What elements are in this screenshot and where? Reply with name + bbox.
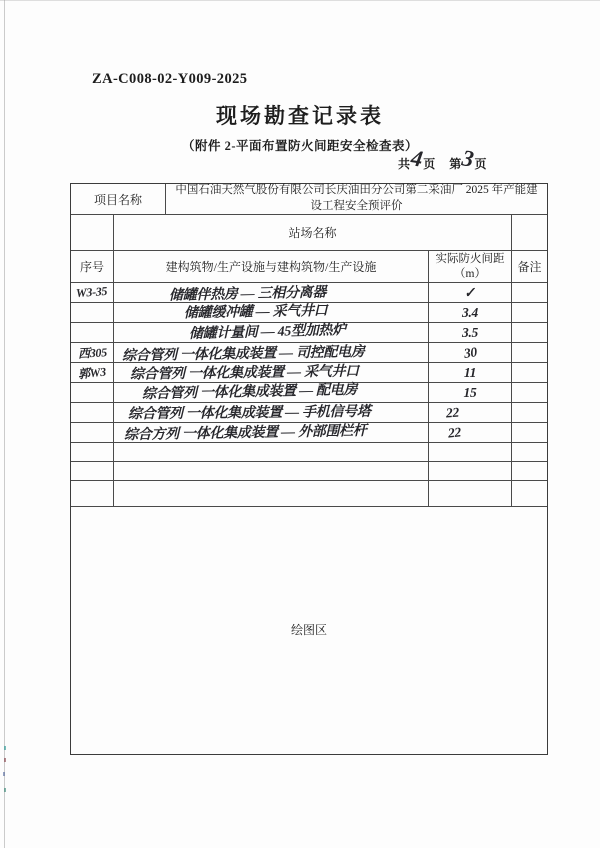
remark-cell	[512, 303, 547, 322]
handwritten-distance: 22	[445, 404, 459, 420]
distance-cell	[429, 423, 512, 442]
serial-cell	[71, 443, 114, 461]
current-page-handwritten: 3	[460, 145, 476, 172]
scan-speck	[4, 758, 6, 762]
survey-record-table	[70, 183, 548, 755]
remark-cell	[512, 343, 547, 362]
distance-cell	[429, 443, 512, 461]
station-row-left-cell	[71, 215, 114, 250]
structures-cell	[114, 323, 429, 342]
scan-edge-top	[0, 0, 600, 1]
project-name-value: 中国石油天然气股份有限公司长庆油田分公司第二采油厂 2025 年产能建设工程安全预评价	[175, 184, 538, 212]
distance-cell	[429, 383, 512, 402]
distance-header-line1: 实际防火间距	[435, 253, 505, 266]
page-count-line	[398, 145, 518, 172]
station-name-label: 站场名称	[114, 215, 512, 250]
handwritten-structures: 综合管列 一体化集成装置 — 手机信号塔	[127, 404, 371, 422]
handwritten-distance: 22	[446, 423, 462, 441]
drawing-area-label: 绘图区	[290, 623, 327, 637]
page-title: 现场勘查记录表	[216, 104, 384, 128]
structures-cell	[114, 343, 429, 362]
serial-cell	[71, 462, 114, 480]
table-row	[71, 481, 547, 507]
structures-cell	[114, 283, 429, 302]
structures-cell	[114, 443, 429, 461]
remark-cell	[512, 363, 547, 382]
structures-cell	[114, 303, 429, 322]
table-row	[71, 462, 547, 481]
table-row	[71, 323, 547, 343]
serial-cell	[71, 303, 114, 322]
structures-cell	[114, 423, 429, 442]
table-row	[71, 423, 547, 443]
project-name-label: 项目名称	[71, 184, 166, 214]
handwritten-structures: 储罐伴热房 — 三相分离器	[168, 284, 327, 304]
scan-speck	[4, 788, 6, 792]
remark-column-header: 备注	[517, 260, 542, 274]
remark-cell	[512, 383, 547, 402]
handwritten-serial: W3-35	[75, 283, 108, 301]
distance-cell	[429, 303, 512, 322]
distance-cell	[429, 363, 512, 382]
serial-cell	[71, 383, 114, 402]
handwritten-structures: 综合管列 一体化集成装置 — 司控配电房	[121, 344, 365, 364]
drawing-area	[71, 507, 547, 752]
serial-cell	[71, 423, 114, 442]
total-pages-handwritten: 4	[409, 145, 425, 172]
handwritten-distance: 3.4	[462, 304, 478, 320]
serial-cell	[71, 403, 114, 422]
project-name-row	[71, 184, 547, 215]
distance-column-header	[429, 251, 512, 282]
serial-cell	[71, 343, 114, 362]
distance-cell	[429, 343, 512, 362]
remark-cell	[512, 323, 547, 342]
distance-cell	[429, 403, 512, 422]
remark-cell	[512, 403, 547, 422]
distance-cell	[429, 481, 512, 506]
handwritten-distance: 3.5	[462, 324, 478, 340]
remark-cell	[512, 462, 547, 480]
scan-speck	[3, 772, 5, 776]
distance-header-line2: （m）	[454, 267, 486, 280]
handwritten-distance: 15	[463, 384, 477, 400]
serial-column-header: 序号	[71, 251, 114, 282]
handwritten-distance: 11	[463, 364, 477, 380]
drawing-area-row	[71, 507, 547, 752]
remark-cell	[512, 443, 547, 461]
structures-cell	[114, 403, 429, 422]
table-row	[71, 443, 547, 462]
handwritten-structures: 综合方列 一体化集成装置 — 外部围栏杆	[123, 423, 367, 443]
document-number: ZA-C008-02-Y009-2025	[92, 71, 248, 87]
structures-cell	[114, 363, 429, 382]
handwritten-structures: 综合管列 一体化集成装置 — 配电房	[141, 382, 358, 403]
distance-cell	[429, 283, 512, 302]
check-mark: ✓	[463, 284, 477, 300]
table-row	[71, 383, 547, 403]
total-pages-prefix: 共	[398, 157, 411, 171]
handwritten-serial: 郭W3	[77, 364, 107, 382]
column-header-row	[71, 251, 547, 283]
serial-cell	[71, 481, 114, 506]
station-name-row	[71, 215, 547, 251]
handwritten-serial: 西305	[77, 345, 107, 361]
remark-cell	[512, 481, 547, 506]
table-row	[71, 343, 547, 363]
current-page-prefix: 第	[449, 157, 462, 171]
structures-cell	[114, 481, 429, 506]
scan-speck	[4, 746, 6, 750]
remark-cell	[512, 283, 547, 302]
serial-cell	[71, 323, 114, 342]
serial-cell	[71, 363, 114, 382]
handwritten-distance: 30	[462, 343, 478, 361]
structures-column-header: 建构筑物/生产设施与建构筑物/生产设施	[114, 251, 429, 282]
remark-cell	[512, 423, 547, 442]
handwritten-structures: 储罐计量间 — 45型加热炉	[188, 322, 347, 342]
page-subtitle: （附件 2-平面布置防火间距安全检查表）	[181, 139, 419, 153]
handwritten-structures: 储罐缓冲罐 — 采气井口	[183, 303, 328, 322]
distance-cell	[429, 462, 512, 480]
current-page-suffix: 页	[474, 157, 487, 171]
structures-cell	[114, 383, 429, 402]
total-pages-suffix: 页	[423, 157, 436, 171]
distance-cell	[429, 323, 512, 342]
handwritten-structures: 综合管列 一体化集成装置 — 采气井口	[129, 363, 359, 383]
station-row-right-cell	[512, 215, 547, 250]
structures-cell	[114, 462, 429, 480]
serial-cell	[71, 283, 114, 302]
